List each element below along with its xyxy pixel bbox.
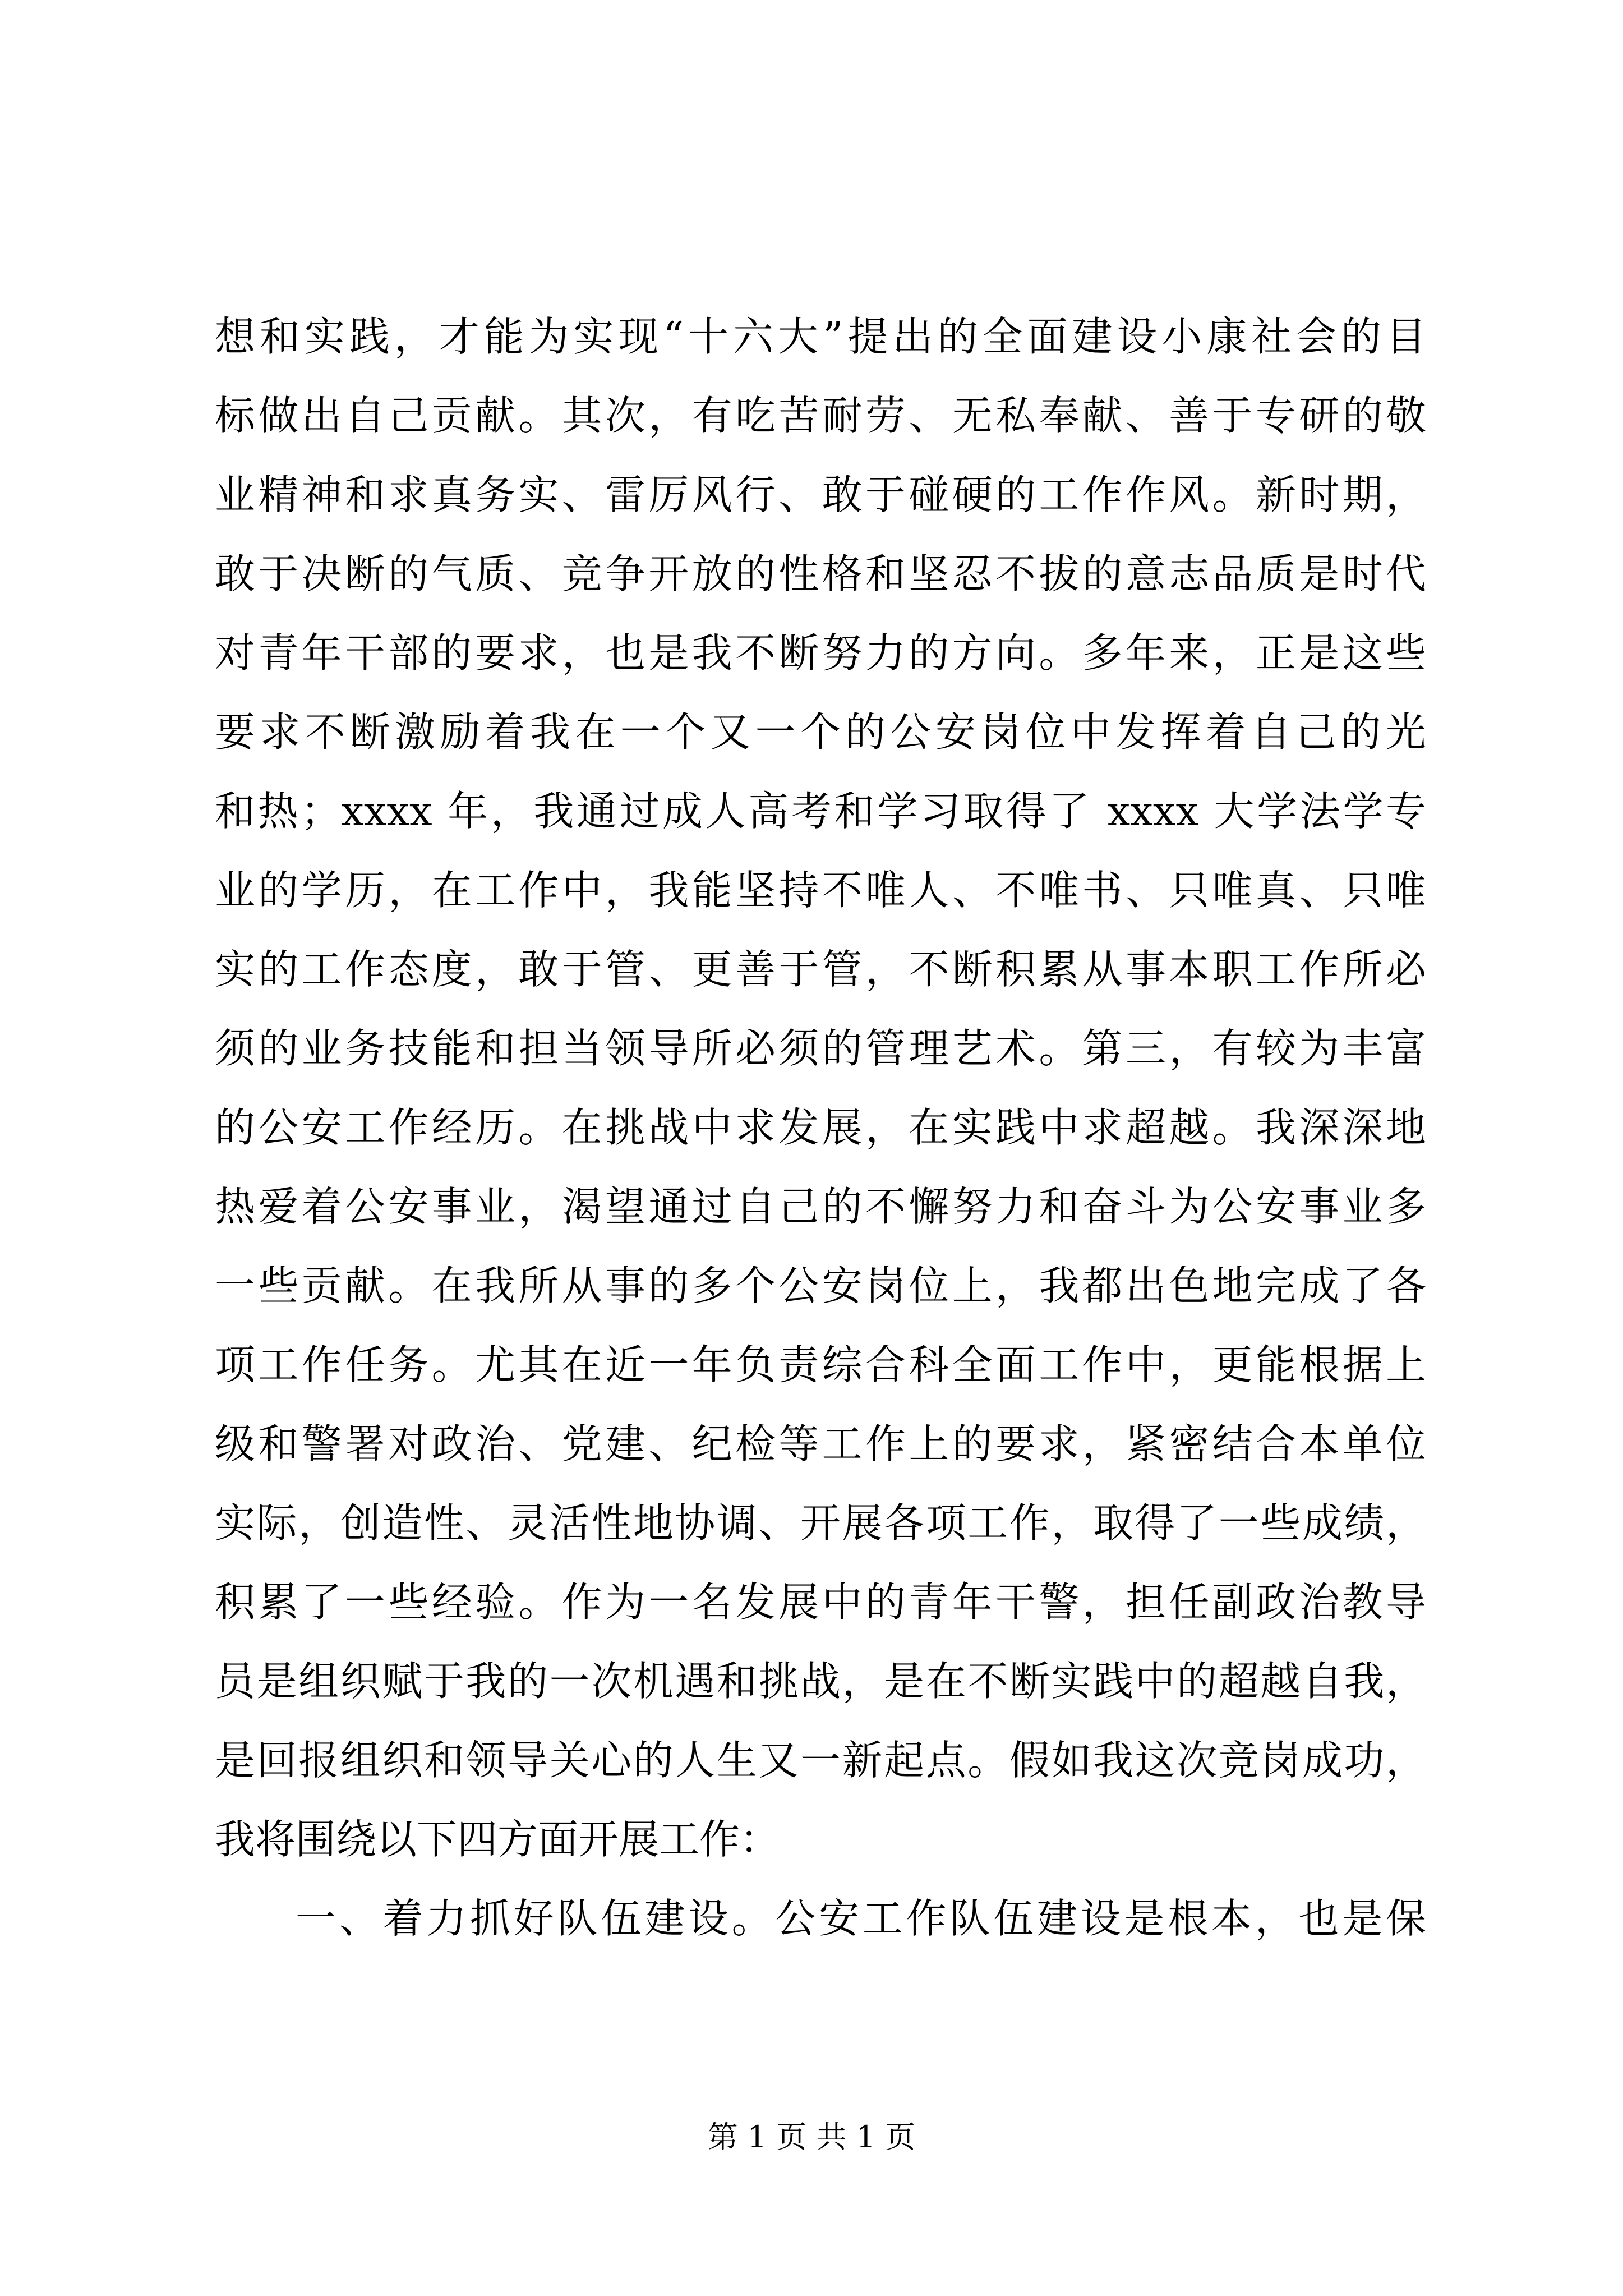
text-line: 标做出自己贡献。其次，有吃苦耐劳、无私奉献、善于专研的敬 <box>215 392 1426 439</box>
text-line: 一些贡献。在我所从事的多个公安岗位上，我都出色地完成了各 <box>215 1262 1426 1309</box>
text-line: 业精神和求真务实、雷厉风行、敢于碰硬的工作作风。新时期， <box>215 471 1426 518</box>
text-line: 级和警署对政治、党建、纪检等工作上的要求，紧密结合本单位 <box>215 1420 1426 1467</box>
text-line: 实的工作态度，敢于管、更善于管，不断积累从事本职工作所必 <box>215 946 1426 993</box>
text-line: 业的学历，在工作中，我能坚持不唯人、不唯书、只唯真、只唯 <box>215 867 1426 914</box>
page-number-footer: 第 1 页 共 1 页 <box>707 2119 916 2155</box>
text-line: 我将围绕以下四方面开展工作： <box>215 1816 781 1863</box>
text-line: 的公安工作经历。在挑战中求发展，在实践中求超越。我深深地 <box>215 1104 1426 1151</box>
text-line: 对青年干部的要求，也是我不断努力的方向。多年来，正是这些 <box>215 629 1426 677</box>
text-line: 想和实践，才能为实现“十六大”提出的全面建设小康社会的目 <box>215 313 1426 360</box>
text-line: 要求不断激励着我在一个又一个的公安岗位中发挥着自己的光 <box>215 708 1426 756</box>
text-line: 敢于决断的气质、竞争开放的性格和坚忍不拔的意志品质是时代 <box>215 550 1426 597</box>
text-line: 积累了一些经验。作为一名发展中的青年干警，担任副政治教导 <box>215 1579 1426 1626</box>
text-line: 热爱着公安事业，渴望通过自己的不懈努力和奋斗为公安事业多 <box>215 1183 1426 1230</box>
text-line: 项工作任务。尤其在近一年负责综合科全面工作中，更能根据上 <box>215 1341 1426 1388</box>
body-text <box>215 297 1426 1958</box>
text-line: 员是组织赋于我的一次机遇和挑战，是在不断实践中的超越自我， <box>215 1658 1426 1705</box>
text-line: 和热；xxxx 年，我通过成人高考和学习取得了 xxxx 大学法学专 <box>215 788 1426 835</box>
text-line: 是回报组织和领导关心的人生又一新起点。假如我这次竞岗成功， <box>215 1737 1426 1784</box>
text-line: 实际，创造性、灵活性地协调、开展各项工作，取得了一些成绩， <box>215 1499 1426 1547</box>
paragraph-start-line: 一、着力抓好队伍建设。公安工作队伍建设是根本，也是保 <box>296 1895 1426 1942</box>
text-line: 须的业务技能和担当领导所必须的管理艺术。第三，有较为丰富 <box>215 1025 1426 1072</box>
